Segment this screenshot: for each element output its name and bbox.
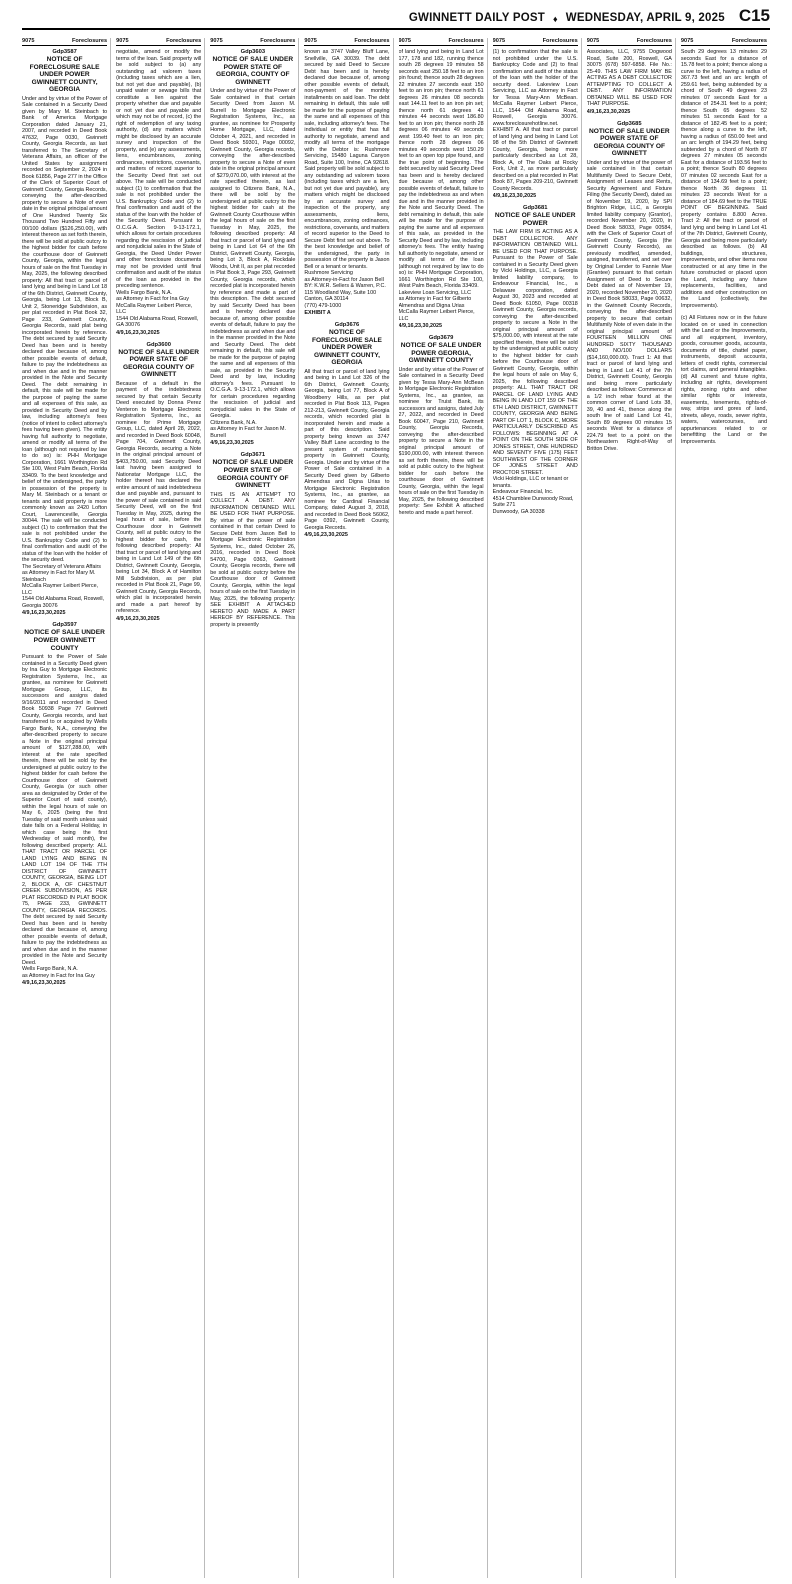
notice-signature: The Secretary of Veterans Affairs as Attorney in Fact for Mary M. Steinbach McCalla Raymer Leibert Pierce, LLC 1544 Old Alabama Road, Roswell, Georgia 30076 [22,563,105,609]
legal-notice [681,315,767,445]
category-heading [681,38,767,46]
notice-publication-dates: 4/9,16,23,30,2025 [304,532,348,539]
notice-id: Gdp3676 [334,322,360,328]
category-label: Foreclosures [71,38,108,44]
legal-notice-column [493,38,582,1578]
legal-notice [304,322,389,538]
legal-notice [116,49,201,336]
notice-body: (1) to confirmation that the sale is not prohibited under the U.S. Bankruptcy Code and (2) to final confirmation and audit of the status of the loan with the holder of the security deed. Lakeview Loan Servicing, LLC as Attorney in Fact for Tessa Mary-Ann McBean. McCalla Raymer Leibert Pierce, LLC, 1544 Old Alabama Road, Roswell, Georgia 30076. www.foreclosurehotline.net. EXHIBIT A. All that tract or parcel of land lying and being in Land Lot 98 of the 5th District of Gwinnett County, Georgia, being more particularly described as Lot 28, Block A, of The Oaks at Rocky Fork, Unit 2, as more particularly described on a plat recorded in Plat Book 87, Pages 209-210, Gwinnett County Records. [492,49,578,192]
category-code: 9075 [116,38,129,44]
page-number: C15 [738,6,770,25]
notice-body: Associates, LLC, 9755 Dogwood Road, Suite 200, Roswell, GA 30075 (678) 597-6858. File No.: 25-49. THIS LAW FIRM MAY BE ACTING AS A DEBT COLLECTOR ATTEMPTING TO COLLECT A DEBT. ANY INFORMATION OBTAINED WILL BE USED FOR THAT PURPOSE. [586,49,672,107]
category-code: 9075 [304,38,317,44]
legal-notice-column [304,38,393,1578]
notice-heading: NOTICE OF SALE UNDER POWER GWINNETT COUNTY [24,629,105,652]
notice-signature: Wells Fargo Bank, N.A. as Attorney in Fact for Ina Guy McCalla Raymer Leibert Pierce, LLC 1544 Old Alabama Road, Roswell, GA 30076 [116,289,199,328]
legal-notice [587,121,672,453]
notice-body: Under and by virtue of the power of sale contained in that certain Multifamily Deed to Secure Debt, Assignment of Leases and Rents, Security Agreement and Fixture Filing (the Security Deed), dated as of November 19, 2020, by SPI Brighton Ridge, LLC, a Georgia limited liability company (Grantor), recorded November 20, 2020, in Deed Book 58033, Page 00584, with the Clerk of Superior Court of Gwinnett County, Georgia (the Gwinnett County Records), as previously modified, amended, assigned, transferred, and set over by Original Lender to Fannie Mae (Grantee) pursuant to that certain Assignment of Deed to Secure Debt dated as of November 19, 2020, recorded November 20, 2020 in Deed Book 58033, Page 00632, in the Gwinnett County Records, conveying the after-described property to secure that certain Multifamily Note of even date in the original principal amount of FOURTEEN MILLION ONE HUNDRED SIXTY THOUSAND AND NO/100 DOLLARS ($14,160,000.00). Tract 1: All that tract or parcel of land lying and being in Land Lot 41 of the 7th District, Gwinnett County, Georgia and being more particularly described as follows: Commence at a 1/2 inch rebar found at the common corner of Land Lots 38, 39, 40 and 41, thence along the south line of said Land Lot 41, South 89 degrees 00 minutes 15 seconds West for a distance of 224.79 feet to a point on the Northeastern Right-of-Way of Britton Drive. [586,159,672,452]
notice-publication-dates: EXHIBIT A [304,310,331,316]
category-code: 9075 [586,38,600,44]
notice-id: Gdp3671 [240,452,266,459]
category-heading [493,38,578,46]
header-separator: ♦ [552,14,558,24]
legal-notice-column [116,38,205,1578]
category-label: Foreclosures [542,38,578,44]
category-label: Foreclosures [166,38,202,44]
notice-heading: NOTICE OF SALE UNDER POWER STATE OF GEORGIA COUNTY OF GWINNETT [118,348,199,379]
notice-heading: NOTICE OF FORECLOSURE SALE UNDER POWER GWINNETT COUNTY, GEORGIA [311,329,382,367]
notice-id: Gdp3603 [240,49,266,55]
notice-signature: Citizens Bank, N.A. as Attorney in Fact for Jason M. Burrell [210,419,287,439]
legal-notice [210,452,295,628]
notice-id: Gdp3685 [617,120,642,127]
notice-publication-dates: 4/9,16,23,30,2025 [586,108,631,115]
notice-heading: NOTICE OF SALE UNDER POWER STATE OF GEORGIA, COUNTY OF GWINNETT [212,56,294,86]
legal-notice-column [210,38,299,1578]
notice-heading: NOTICE OF SALE UNDER POWER STATE OF GEORGIA COUNTY OF GWINNETT [212,459,294,490]
category-heading [587,38,672,46]
legal-notice-column [399,38,488,1578]
notice-publication-dates: 4/9,16,23,30,2025 [492,193,537,199]
legal-notice [493,49,578,199]
category-heading [210,38,295,46]
category-heading [399,38,484,46]
notice-body: Because of a default in the payment of the indebtedness secured by that certain Security Deed executed by Donna Perez Venteron to Mortgage Electronic Registration Systems, Inc., as nominee for Prime Mortgage Group, LLC, dated April 28, 2022, and recorded in Deed Book 60048, Page 704, Gwinnett County, Georgia Records, securing a Note in the original principal amount of $403,750.00, said Security Deed last having been assigned to Nationstar Mortgage LLC, the holder thereof has declared the entire amount of said indebtedness due and payable and, pursuant to the power of sale contained in said Security Deed, will on the first Tuesday in May, 2025, during the legal hours of sale, before the Courthouse door in Gwinnett County, sell at public outcry to the highest bidder for cash, the following described property: All that tract or parcel of land lying and being in Land Lot 149 of the 6th District, Gwinnett County, Georgia, being Lot 34, Block A of Hamilton Mill Subdivision, as per plat recorded in Plat Book 21, Page 99, Gwinnett County, Georgia Records, which plat is incorporated herein and made a part hereof by reference. [116,380,202,615]
legal-notice [22,49,107,616]
category-heading [116,38,201,46]
notice-id: Gdp3681 [522,205,548,211]
notice-body: South 29 degrees 13 minutes 29 seconds East for a distance of 15.78 feet to a point; thence along a curve to the left, having a radius of 367.73 feet and an arc length of 259.61 feet, being subtended by a chord of South 49 degrees 23 minutes 07 seconds East for a distance of 254.31 feet to a point; thence South 65 degrees 52 minutes 51 seconds East for a distance of 182.45 feet to a point; thence along a curve to the left, having a radius of 650.00 feet and an arc length of 194.29 feet, being subtended by a chord of North 87 degrees 27 minutes 05 seconds East for a distance of 193.56 feet to a point; thence South 80 degrees 07 minutes 02 seconds East for a distance of 134.69 feet to a point; thence North 36 degrees 11 minutes 23 seconds West for a distance of 184.69 feet to the TRUE POINT OF BEGINNING. Said property contains 8.800 Acres. Tract 2: All the tract or parcel of land lying and being in Land Lot 41 of the 7th District, Gwinnett County, Georgia and being more particularly described as follows. (b) All buildings, structures, improvements, and other items now constructed or at any time in the future constructed or placed upon the Land, including any future replacements, facilities, and additions and other construction on the Land (collectively, the Improvements). [680,49,767,309]
category-label: Foreclosures [731,38,767,44]
category-label: Foreclosures [260,38,296,44]
notice-body: negotiate, amend or modify the terms of the loan. Said property will be sold subject to (a) any outstanding ad valorem taxes (including taxes which are a lien, but not yet due and payable), (b) unpaid water or sewage bills that constitute a lien against the property whether due and payable or not yet due and payable and which may not be of record, (c) the right of redemption of any taxing authority, (d) any matters which might be disclosed by an accurate survey and inspection of the property, and (e) any assessments, liens, encumbrances, zoning ordinances, restrictions, covenants, and matters of record superior to the Security Deed first set out above. The sale will be conducted subject (1) to confirmation that the sale is not prohibited under the U.S. Bankruptcy Code and (2) to final confirmation and audit of the status of the loan with the holder of the Security Deed. Pursuant to O.C.G.A. Section 9-13-172.1, which allows for certain procedures regarding the rescission of judicial and nonjudicial sales in the State of Georgia, the Deed Under Power and other foreclosure documents may not be provided until final confirmation and audit of the status of the loan as provided in the preceding sentence. [116,49,202,289]
notice-heading: NOTICE OF FORECLOSURE SALE UNDER POWER GWINNETT COUNTY, GEORGIA [29,56,100,94]
issue-date: WEDNESDAY, APRIL 9, 2025 [565,12,725,24]
notice-body: All that tract or parcel of land lying and being in Land Lot 326 of the 6th District, Gwinnett County, Georgia, being Lot 77, Block A of Woodberry Hills, as per plat recorded in Plat Book 113, Pages 212-213, Gwinnett County, Georgia records, which recorded plat is incorporated herein and made a part of this description. Said property being known as 3747 Valley Bluff Lane according to the present system of numbering property in Gwinnett County, Georgia. Under and by virtue of the Power of Sale contained in a Security Deed given by Gilberto Almendras and Digna Urias to Mortgage Electronic Registration Systems, Inc., as grantee, as nominee for Cardinal Financial Company, dated August 3, 2018, and recorded in Deed Book 56062, Page 0392, Gwinnett County, Georgia Records. [304,368,390,531]
notice-id: Gdp3587 [52,49,77,55]
notice-publication-dates: 4/9,16,23,30,2025 [116,329,160,336]
category-label: Foreclosures [636,38,672,44]
notice-heading: NOTICE OF SALE UNDER POWER GEORGIA, GWINNETT COUNTY [400,342,482,365]
notice-body: (c) All Fixtures now or in the future located on or used in connection with the Land or the Improvements, and all equipment, inventory, goods, consumer goods, accounts, documents of title, chattel paper, instruments, deposit accounts, letters of credit rights, commercial tort claims, and general intangibles. (d) All current and future rights, including air rights, development rights, zoning rights and other similar rights or interests, easements, tenements, rights-of-way, strips and gores of land, streets, alleys, roads, sewer rights, waters, watercourses, and appurtenances related to or benefitting the Land or the Improvements. [680,315,767,445]
legal-notice [116,342,201,622]
category-label: Foreclosures [354,38,390,44]
notice-id: Gdp3597 [52,622,77,629]
legal-notice-column [22,38,111,1578]
notice-body: of land lying and being in Land Lot 177, 178 and 182, running thence south 28 degrees 19 minutes 58 seconds east 250.18 feet to an iron pin found; thence south 28 degrees 22 minutes 27 seconds east 150 feet to an iron pin; thence north 61 degrees 26 minutes 08 seconds east 144.11 feet to an iron pin set; thence north 61 degrees 41 minutes 44 seconds west 186.80 feet to an iron pin; thence north 28 degrees 06 minutes 49 seconds west 199.40 feet to an iron pin; thence north 28 degrees 06 minutes 49 seconds west 150.29 feet to an open top pipe found, and the true point of beginning. The debt secured by said Security Deed has been and is hereby declared due because of, among other possible events of default, failure to pay the indebtedness as and when due and in the manner provided in the Note and Security Deed. The debt remaining in default, this sale will be made for the purpose of paying the same and all expenses of this sale, as provided in the Security Deed and by law, including attorney's fees. The entity having full authority to negotiate, amend or modify all terms of the loan (although not required by law to do so) is: PHH Mortgage Corporation, 1661 Worthington Rd Ste 100, West Palm Beach, Florida 33409. [398,49,484,289]
notice-id: Gdp3600 [146,341,171,348]
legal-notice [681,49,767,309]
newspaper-name: GWINNETT DAILY POST [408,12,545,24]
notice-body: Pursuant to the Power of Sale contained in a Security Deed given by Ina Guy to Mortgage Electronic Registration Systems, Inc., as grantee, as nominee for Gwinnett Mortgage Group, LLC, its successors and assigns dated 9/16/2011 and recorded in Deed Book 50938 Page 77 Gwinnett County, Georgia records, and last transferred to or acquired by Wells Fargo Bank, N.A., conveying the after-described property to secure a Note in the original principal amount of $127,288.00, with interest at the rate specified therein, there will be sold by the undersigned at public outcry to the highest bidder for cash before the Courthouse door of Gwinnett County, Georgia (or such other area as designated by Order of the Superior Court of said county), within the legal hours of sale on May 6, 2025 (being the first Tuesday of said month unless said date falls on a Federal Holiday, in which case being the first Wednesday of said month), the following described property: ALL THAT TRACT OR PARCEL OF LAND LYING AND BEING IN LAND LOT 194 OF THE 7TH DISTRICT OF GWINNETT COUNTY, GEORGIA, BEING LOT 2, BLOCK A, OF CHESTNUT CREEK SUBDIVISION, AS PER PLAT RECORDED IN PLAT BOOK 75, PAGE 233, GWINNETT COUNTY, GEORGIA RECORDS. The debt secured by said Security Deed has been and is hereby declared due because of, among other possible events of default, failure to pay the indebtedness as and when due and in the manner provided in the Note and Security Deed. [22,654,108,966]
notice-signature: Lakeview Loan Servicing, LLC as Attorney in Fact for Gilberto Almendras and Digna Urias McCalla Raymer Leibert Pierce, LLC [398,289,475,322]
legal-notice-column [587,38,676,1578]
notice-id: Gdp3679 [428,335,454,341]
category-label: Foreclosures [448,38,484,44]
category-code: 9075 [492,38,506,44]
notice-publication-dates: 4/9,16,23,30,2025 [398,323,442,329]
legal-notice [22,622,107,986]
notice-publication-dates: 4/9,16,23,30,2025 [22,610,66,617]
notice-body: known as 3747 Valley Bluff Lane, Snellville, GA 30039. The debt secured by said Deed to Secure Debt has been and is hereby declared due because of, among other possible events of default, non-payment of the monthly installments on said loan. The debt remaining in default, this sale will be made for the purpose of paying the same and all expenses of this sale, including attorney's fees. The individual or entity that has full authority to negotiate, amend and modify all terms of the mortgage with the Debtor is: Rushmore Servicing, 15480 Laguna Canyon Road, Suite 100, Irvine, CA 92618. Said property will be sold subject to any outstanding ad valorem taxes (including taxes which are a lien, but not yet due and payable), any matters which might be disclosed by an accurate survey and inspection of the property, any assessments, liens, encumbrances, zoning ordinances, restrictions, covenants, and matters of record superior to the Deed to Secure Debt first set out above. To the best knowledge and belief of the undersigned, the party in possession of the property is Jason Bell or a tenant or tenants. [304,49,390,270]
legal-notice [587,49,672,115]
notice-publication-dates: 4/9,16,23,30,2025 [116,615,160,622]
legal-notice [493,205,578,515]
category-code: 9075 [398,38,411,44]
notice-publication-dates: 4/9,16,23,30,2025 [210,440,254,447]
category-code: 9075 [680,38,694,44]
notice-signature: Vicki Holdings, LLC or tenant or tenants. Endeavour Financial, Inc. 4514 Chamblee Dunwoody Road, Suite 271 Dunwoody, GA 30338 [492,476,574,515]
legal-notice [399,49,484,329]
page-header [22,0,770,30]
notice-body: Under and by virtue of the Power of Sale contained in a Security Deed given by Mary M. Steinbach to Bank of America Mortgage Corporation dated January 21, 2007, and recorded in Deed Book 47632, Page 0030, Gwinnett County, Georgia Records, as last transferred to The Secretary of Veterans Affairs, an officer of the United States by assignment recorded on September 2, 2024 in Book 61856, Page 277 in the Office of the Clerk of Superior Court of Gwinnett County, Georgia Records, conveying the after-described property to secure a Note of even date in the original principal amount of One Hundred Twenty Six Thousand Two Hundred Fifty and 00/100 dollars ($126,250.00), with interest thereon as set forth therein, there will be sold at public outcry to the highest bidder for cash before the courthouse door of Gwinnett County, Georgia, within the legal hours of sale on the first Tuesday in May, 2025, the following described property: All that tract or parcel of land lying and being in Land Lot 18 of the 6th District, Gwinnett County, Georgia, being Lot 13, Block B, Unit 2, Stoneridge Subdivision, as per plat recorded in Plat Book 32, Page 233, Gwinnett County, Georgia Records, said plat being incorporated herein by reference. The debt secured by said Security Deed has been and is hereby declared due because of, among other possible events of default, failure to pay the indebtedness as and when due and in the manner provided in the Note and Security Deed. The debt remaining in default, this sale will be made for the purpose of paying the same and all expenses of this sale, as provided in Security Deed and by law, including attorney's fees (notice of intent to collect attorney's fees having been given). The entity having full authority to negotiate, amend or modify all terms of the loan (although not required by law to do so) is: PHH Mortgage Corporation, 1661 Worthington Rd Ste 100, West Palm Beach, Florida 33409. To the best knowledge and belief of the undersigned, the party in possession of the property is Mary M. Steinbach or a tenant or tenants and said property is more commonly known as 2420 Lofton Court, Lawrenceville, Georgia 30044. The sale will be conducted subject (1) to confirmation that the sale is not prohibited under the U.S. Bankruptcy Code and (2) to final confirmation and audit of the status of the loan with the holder of the security deed. [22,95,108,564]
notice-body: THIS IS AN ATTEMPT TO COLLECT A DEBT. ANY INFORMATION OBTAINED WILL BE USED FOR THAT PURPOSE. By virtue of the power of sale contained in that certain Deed to Secure Debt from Jason Bell to Mortgage Electronic Registration Systems, Inc., dated October 26, 2016, recorded in Deed Book 54700, Page 0363, Gwinnett County, Georgia records, there will be sold at public outcry before the Courthouse door of Gwinnett County, Georgia, within the legal hours of sale on the first Tuesday in May, 2025, the following property: SEE EXHIBIT A ATTACHED HERETO AND MADE A PART HEREOF BY REFERENCE. This property is presently [210,491,296,628]
category-heading [304,38,389,46]
category-heading [22,38,107,46]
notice-heading: NOTICE OF SALE UNDER POWER STATE OF GEORGIA COUNTY OF GWINNETT [589,127,670,158]
legal-notice-column [681,38,770,1578]
legal-notice [399,335,484,516]
notice-signature: Rushmore Servicing as Attorney-in-Fact for Jason Bell BY: K.W.R. Sellers & Warren, P.C. 115 Woodland Way, Suite 100 Canton, GA 30114 (770) 479-1000 [304,270,386,309]
notice-body: Under and by virtue of the Power of Sale contained in that certain Security Deed from Jason M. Burrell to Mortgage Electronic Registration Systems, Inc., as grantee, as nominee for Prosperity Home Mortgage, LLC, dated October 4, 2021, and recorded in Deed Book 59301, Page 00092, Gwinnett County, Georgia records, conveying the after-described property to secure a Note of even date in the original principal amount of $279,070.00, with interest at the rate specified therein, as last assigned to Citizens Bank, N.A., there will be sold by the undersigned at public outcry to the highest bidder for cash at the Gwinnett County Courthouse within the legal hours of sale on the first Tuesday in May, 2025, the following described property: All that tract or parcel of land lying and being in Land Lot 64 of the 6th District, Gwinnett County, Georgia, being Lot 3, Block A, Rockdale Woods, Unit II, as per plat recorded in Plat Book 3, Page 293, Gwinnett County, Georgia records, which recorded plat is incorporated herein by reference and made a part of this description. The debt secured by said Security Deed has been and is hereby declared due because of, among other possible events of default, failure to pay the indebtedness as and when due and in the manner provided in the Note and Security Deed. The debt remaining in default, this sale will be made for the purpose of paying the same and all expenses of this sale, as provided in the Security Deed and by law, including attorney's fees. Pursuant to O.C.G.A. 9-13-172.1, which allows for certain procedures regarding the rescission of judicial and nonjudicial sales in the State of Georgia. [210,88,296,420]
notice-signature: Wells Fargo Bank, N.A. as Attorney in Fact for Ina Guy [22,966,95,979]
legal-notice [304,49,389,316]
notice-heading: NOTICE OF SALE UNDER POWER [494,212,576,227]
classified-columns [22,38,770,1578]
category-code: 9075 [22,38,35,44]
notice-publication-dates: 4/9,16,23,30,2025 [22,980,66,987]
notice-body: THE LAW FIRM IS ACTING AS A DEBT COLLECTOR. ANY INFORMATION OBTAINED WILL BE USED FOR THAT PURPOSE. Pursuant to the Power of Sale contained in a Security Deed given by Vicki Holdings, LLC, a Georgia limited liability company, to Endeavour Financial, Inc., a Delaware corporation, dated August 30, 2023 and recorded at Deed Book 61050, Page 00318 Gwinnett County, Georgia records, conveying the after-described property to secure a Note in the original principal amount of $75,000.00, with interest at the rate specified therein, there will be sold by the undersigned at public outcry to the highest bidder for cash before the Courthouse door of Gwinnett County, Georgia, within the legal hours of sale on May 6, 2025, the following described property: ALL THAT TRACT OR PARCEL OF LAND LYING AND BEING IN LAND LOT 159 OF THE 6TH LAND DISTRICT, GWINNETT COUNTY, GEORGIA AND BEING PART OF LOT 1, BLOCK C, MORE PARTICULARLY DESCRIBED AS FOLLOWS: BEGINNING AT A POINT ON THE SOUTH SIDE OF JONES STREET, ONE HUNDRED AND SEVENTY FIVE (175) FEET SOUTHWEST OF THE CORNER OF JONES STREET AND PROCTOR STREET. [492,229,578,476]
legal-notice [210,49,295,446]
category-code: 9075 [210,38,223,44]
notice-body: Under and by virtue of the Power of Sale contained in a Security Deed given by Tessa Mary-Ann McBean to Mortgage Electronic Registration Systems, Inc., as grantee, as nominee for Truist Bank, its successors and assigns, dated July 27, 2022, and recorded in Deed Book 60047, Page 210, Gwinnett County, Georgia Records, conveying the after-described property to secure a Note in the original principal amount of $190,000.00, with interest thereon as set forth therein, there will be sold at public outcry to the highest bidder for cash before the courthouse door of Gwinnett County, Georgia, within the legal hours of sale on the first Tuesday in May, 2025, the following described property: See Exhibit A attached hereto and made a part hereof. [398,366,484,516]
